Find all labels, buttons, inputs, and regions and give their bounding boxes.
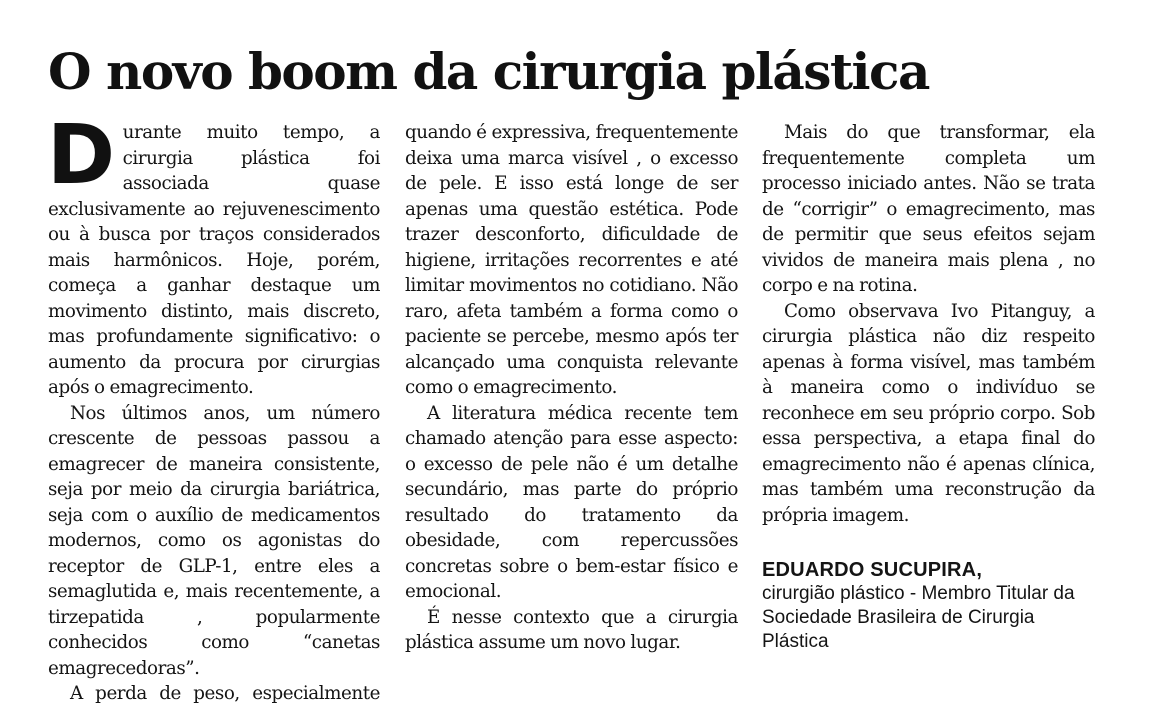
paragraph: Nos últimos anos, um número crescente de pessoas passou a emagrecer de maneira consistente, seja por meio da cirurgia bariátrica, seja com o auxílio de medicamentos modernos, como os agonistas do receptor de GLP-1, entre eles a semaglutida e, mais recentemente, a tirzepatida , popularmente conhecidos como “canetas emagrecedoras”. — [48, 402, 380, 679]
author-role: cirurgião plástico - Membro Titular da Sociedade Brasileira de Cirurgia Plástica — [762, 583, 1075, 652]
paragraph-continued: quando é expressiva, frequentemente deixa uma marca visível , o excesso de pele. E isso está longe de ser apenas uma questão estética. Pode trazer desconforto, dificuldade de higiene, irritações recorrentes e até limitar movimentos no cotidiano. Não raro, afeta também a forma como o paciente se percebe, mesmo após ter alcançado uma conquista relevante como o emagrecimento. — [405, 122, 738, 398]
paragraph-intro — [47, 108, 380, 401]
paragraph: Mais do que transformar, ela frequentemente completa um processo iniciado antes. Não se trata de “corrigir” o emagrecimento, mas de permitir que seus efeitos sejam vividos de maneira mais plena , no corpo e na rotina. — [762, 122, 1095, 296]
article-column-1 — [47, 108, 380, 707]
author-name: EDUARDO SUCUPIRA, — [762, 559, 983, 581]
paragraph: Como observava Ivo Pitanguy, a cirurgia plástica não diz respeito apenas à forma visível, mas também à maneira como o indivíduo se reconhece em seu próprio corpo. Sob essa perspectiva, a etapa final do emagrecimento não é apenas clínica, mas também uma reconstrução da própria imagem. — [762, 300, 1095, 526]
article-column-2 — [405, 120, 738, 656]
paragraph: A literatura médica recente tem chamado atenção para esse aspecto: o excesso de pele não é um detalhe secundário, mas parte do próprio resultado do tratamento da obesidade, com repercussões concretas sobre o bem-estar físico e emocional. — [405, 402, 738, 602]
paragraph-intro-text: urante muito tempo, a cirurgia plástica foi associada quase exclusivamente ao rejuvenescimento ou à busca por traços considerados mais harmônicos. Hoje, porém, começa a ganhar destaque um movimento distinto, mais discreto, mas profundamente significativo: o aumento da procura por cirurgias após o emagrecimento. — [48, 122, 380, 398]
headline: O novo boom da cirurgia plástica — [48, 42, 929, 101]
author-byline — [762, 558, 1095, 654]
article-column-3 — [762, 120, 1095, 654]
paragraph: É nesse contexto que a cirurgia plástica assume um novo lugar. — [405, 606, 738, 653]
paragraph: A perda de peso, especialmente — [70, 683, 380, 704]
drop-cap: D — [47, 108, 115, 203]
